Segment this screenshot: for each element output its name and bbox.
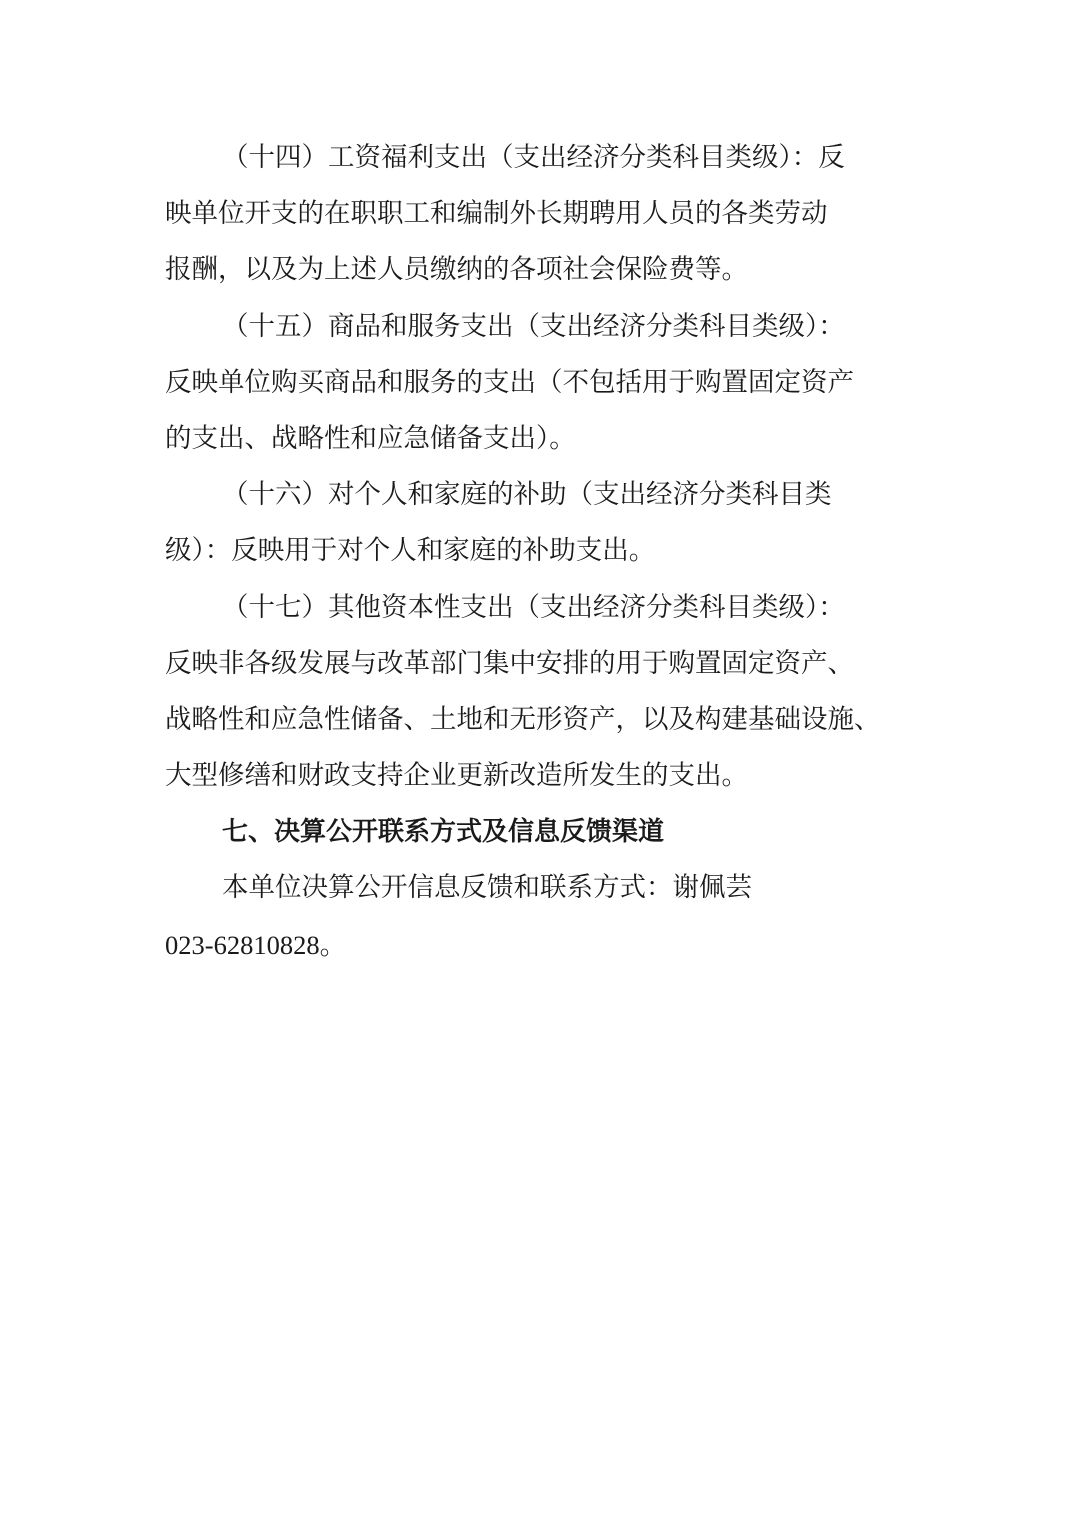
section-7-heading: 七、决算公开联系方式及信息反馈渠道 bbox=[222, 817, 665, 848]
contact-line-1: 本单位决算公开信息反馈和联系方式：谢佩芸 bbox=[222, 872, 752, 904]
paragraph-14-line-3: 报酬，以及为上述人员缴纳的各项社会保险费等。 bbox=[165, 254, 748, 286]
paragraph-16-line-1: （十六）对个人和家庭的补助（支出经济分类科目类 bbox=[222, 479, 832, 511]
paragraph-15-line-2: 反映单位购买商品和服务的支出（不包括用于购置固定资产 bbox=[165, 366, 854, 398]
paragraph-15-line-1: （十五）商品和服务支出（支出经济分类科目类级）： bbox=[222, 310, 845, 342]
paragraph-14-line-2: 映单位开支的在职职工和编制外长期聘用人员的各类劳动 bbox=[165, 198, 828, 230]
paragraph-16-line-2: 级）：反映用于对个人和家庭的补助支出。 bbox=[165, 535, 656, 567]
document-body bbox=[165, 130, 925, 973]
paragraph-17-line-3: 战略性和应急性储备、土地和无形资产，以及构建基础设施、 bbox=[165, 703, 881, 735]
paragraph-14-line-1: （十四）工资福利支出（支出经济分类科目类级）：反 bbox=[222, 142, 845, 173]
contact-phone: 023-62810828。 bbox=[165, 929, 347, 960]
paragraph-15-line-3: 的支出、战略性和应急储备支出）。 bbox=[165, 422, 576, 454]
paragraph-17-line-4: 大型修缮和财政支持企业更新改造所发生的支出。 bbox=[165, 760, 748, 792]
paragraph-17-line-1: （十七）其他资本性支出（支出经济分类科目类级）： bbox=[222, 591, 845, 623]
paragraph-17-line-2: 反映非各级发展与改革部门集中安排的用于购置固定资产、 bbox=[165, 647, 854, 679]
